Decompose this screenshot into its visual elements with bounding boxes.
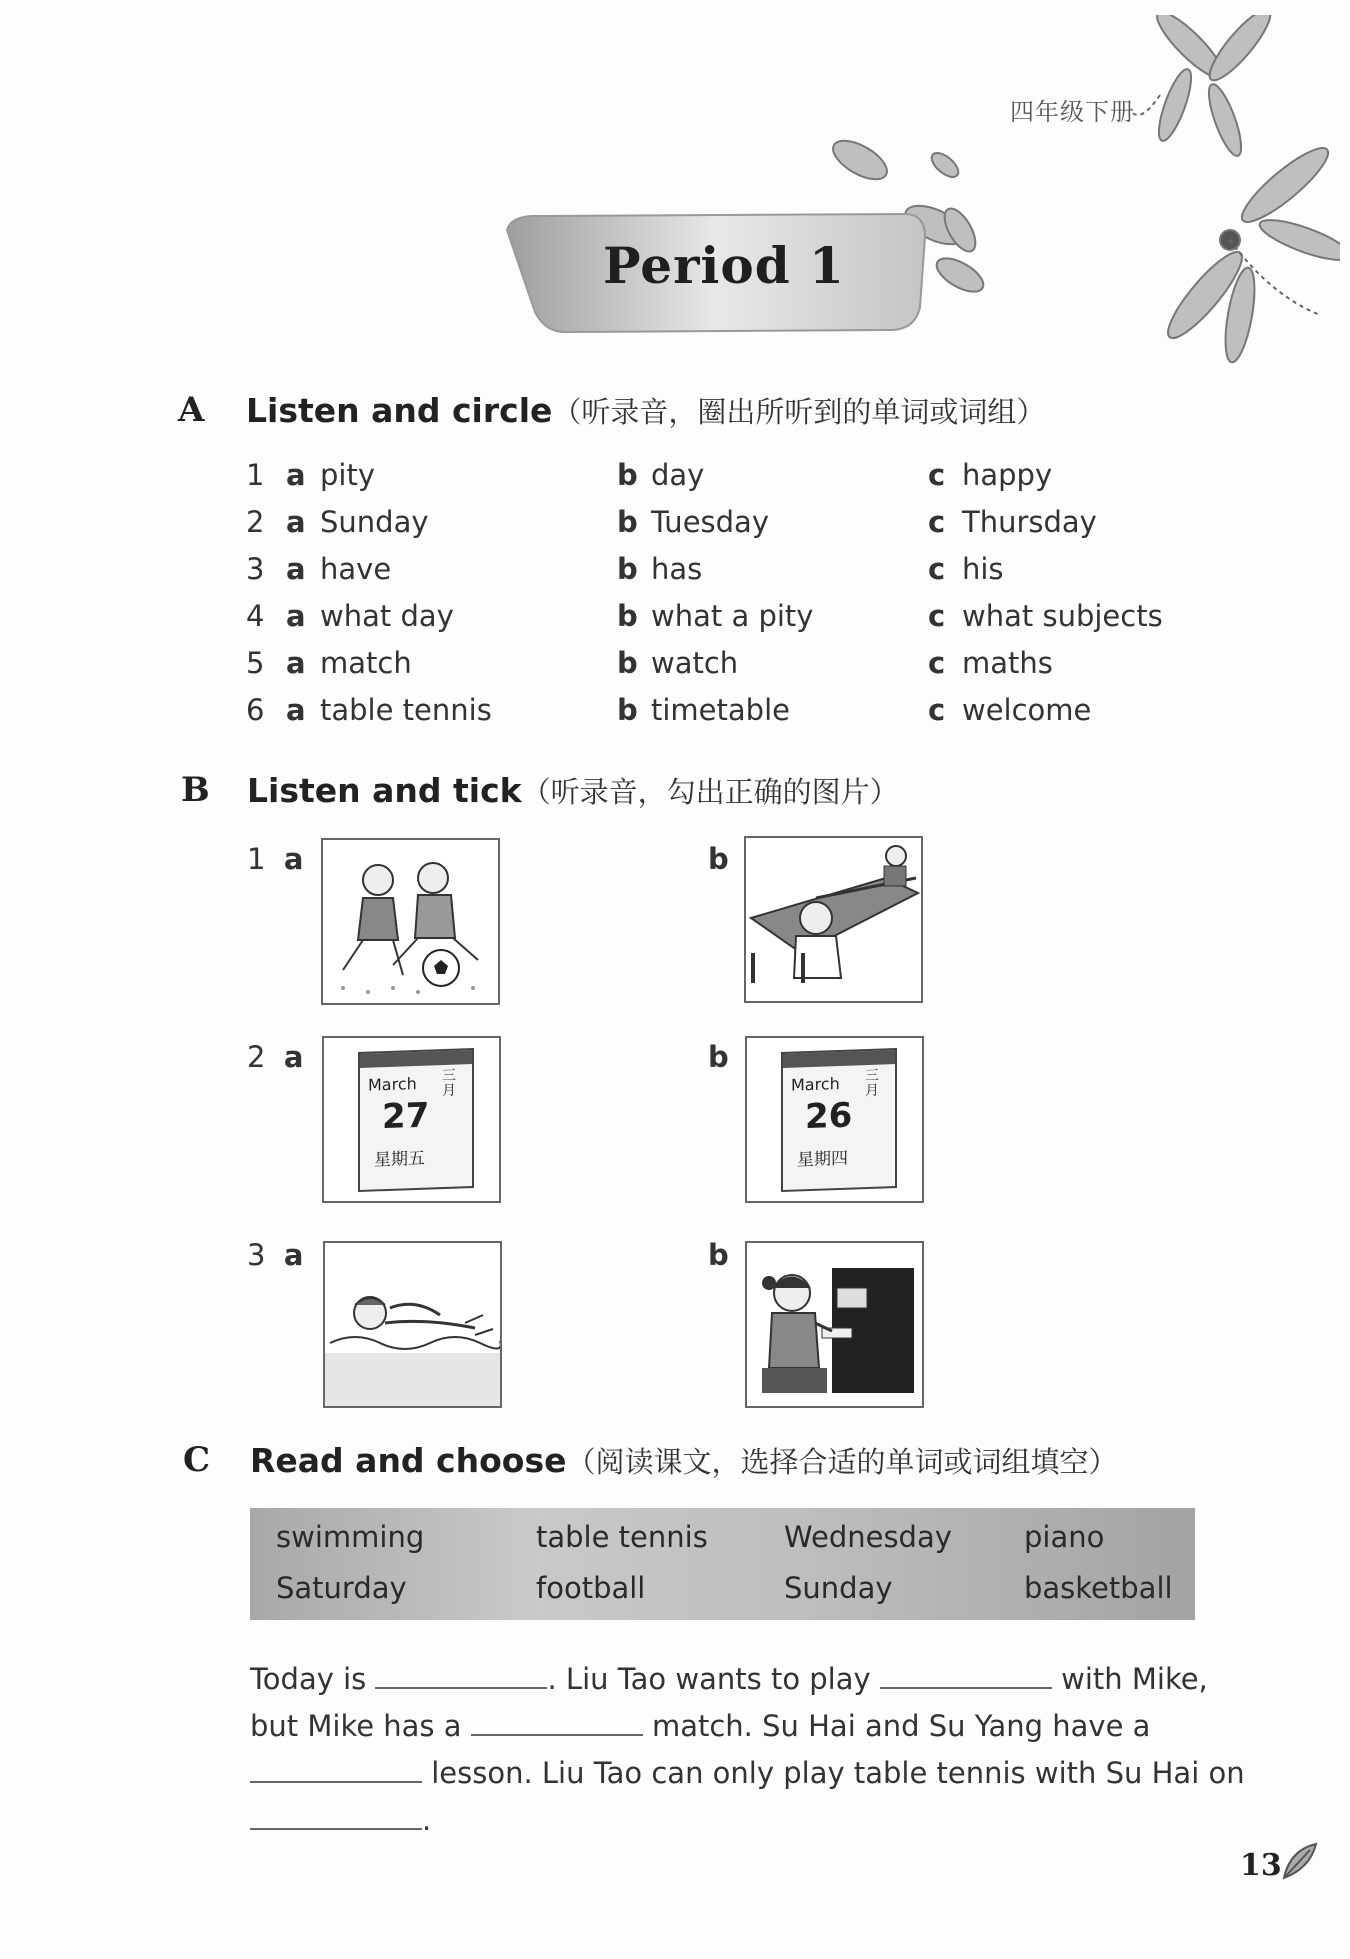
picture-2a-calendar[interactable] [322, 1036, 501, 1203]
b-row3-b-label: b [708, 1238, 729, 1272]
calendar-page [358, 1048, 474, 1192]
section-c-title-cn: （阅读课文，选择合适的单词或词组填空） [566, 1445, 1118, 1479]
option-5c[interactable]: c maths [928, 646, 1053, 680]
option-2c[interactable]: c Thursday [928, 505, 1097, 539]
option-1b[interactable]: b day [617, 458, 705, 492]
calendar-month-cn: 三月 [865, 1067, 879, 1100]
b-row1-label: 1 a [247, 842, 304, 876]
calendar-day: 27 [382, 1095, 430, 1138]
option-1a[interactable]: 1 a pity [246, 458, 375, 492]
section-c-letter: C [183, 1440, 211, 1480]
page-number: 13 [1240, 1848, 1282, 1883]
word-football[interactable]: football [536, 1571, 646, 1605]
word-sunday[interactable]: Sunday [784, 1571, 893, 1605]
section-c-title [250, 1440, 1117, 1481]
section-a-title [246, 390, 1045, 431]
section-b-letter: B [181, 770, 210, 810]
picture-1a-football[interactable] [321, 838, 500, 1005]
calendar-day: 26 [805, 1095, 853, 1138]
option-6a[interactable]: 6 a table tennis [246, 693, 492, 727]
word-basketball[interactable]: basketball [1024, 1571, 1173, 1605]
picture-2b-calendar[interactable] [745, 1036, 924, 1203]
picture-1b-table-tennis[interactable] [744, 836, 923, 1003]
option-5b[interactable]: b watch [617, 646, 739, 680]
word-table-tennis[interactable]: table tennis [536, 1520, 708, 1554]
word-wednesday[interactable]: Wednesday [784, 1520, 952, 1554]
blank-2[interactable] [880, 1657, 1052, 1689]
option-4b[interactable]: b what a pity [617, 599, 814, 633]
option-4c[interactable]: c what subjects [928, 599, 1163, 633]
calendar-month: March [791, 1073, 840, 1095]
calendar-page [781, 1048, 897, 1192]
option-1c[interactable]: c happy [928, 458, 1053, 492]
word-piano[interactable]: piano [1024, 1520, 1105, 1554]
fill-in-paragraph: Today is . Liu Tao wants to play with Mike, but Mike has a match. Su Hai and Su Yang have a lesson. Liu Tao can only play table tennis with Su Hai on . [250, 1656, 1250, 1844]
calendar-month-cn: 三月 [442, 1067, 456, 1100]
leaf-icon [1280, 1840, 1320, 1882]
girl-playing-piano-icon [747, 1243, 922, 1406]
boys-playing-football-icon [323, 840, 498, 1003]
blank-3[interactable] [471, 1704, 643, 1736]
table-tennis-icon [746, 838, 921, 1001]
blank-4[interactable] [250, 1751, 422, 1783]
option-3c[interactable]: c his [928, 552, 1004, 586]
blank-1[interactable] [375, 1657, 547, 1689]
option-6b[interactable]: b timetable [617, 693, 790, 727]
option-3a[interactable]: 3 a have [246, 552, 392, 586]
option-3b[interactable]: b has [617, 552, 703, 586]
section-b-title-en: Listen and tick [247, 771, 522, 810]
option-4a[interactable]: 4 a what day [246, 599, 454, 633]
blank-5[interactable] [250, 1798, 422, 1830]
period-title: Period 1 [603, 236, 845, 295]
word-swimming[interactable]: swimming [276, 1520, 425, 1554]
section-b-title [247, 770, 899, 811]
b-row3-label: 3 a [247, 1238, 304, 1272]
section-a-letter: A [178, 390, 205, 430]
option-5a[interactable]: 5 a match [246, 646, 412, 680]
calendar-weekday: 星期五 [374, 1148, 425, 1171]
grade-label: 四年级下册 [1010, 98, 1135, 126]
option-2a[interactable]: 2 a Sunday [246, 505, 429, 539]
section-a-title-cn: （听录音，圈出所听到的单词或词组） [552, 395, 1046, 429]
section-c-title-en: Read and choose [250, 1441, 567, 1480]
section-b-title-cn: （听录音，勾出正确的图片） [521, 775, 899, 809]
calendar-weekday: 星期四 [797, 1148, 848, 1171]
option-2b[interactable]: b Tuesday [617, 505, 769, 539]
picture-3b-piano[interactable] [745, 1241, 924, 1408]
option-6c[interactable]: c welcome [928, 693, 1092, 727]
swimmer-icon [325, 1243, 500, 1406]
section-a-title-en: Listen and circle [246, 391, 553, 430]
b-row2-b-label: b [708, 1040, 729, 1074]
word-saturday[interactable]: Saturday [276, 1571, 407, 1605]
word-bank [250, 1508, 1195, 1620]
b-row1-b-label: b [708, 842, 729, 876]
picture-3a-swimming[interactable] [323, 1241, 502, 1408]
calendar-month: March [368, 1073, 417, 1095]
b-row2-label: 2 a [247, 1040, 304, 1074]
